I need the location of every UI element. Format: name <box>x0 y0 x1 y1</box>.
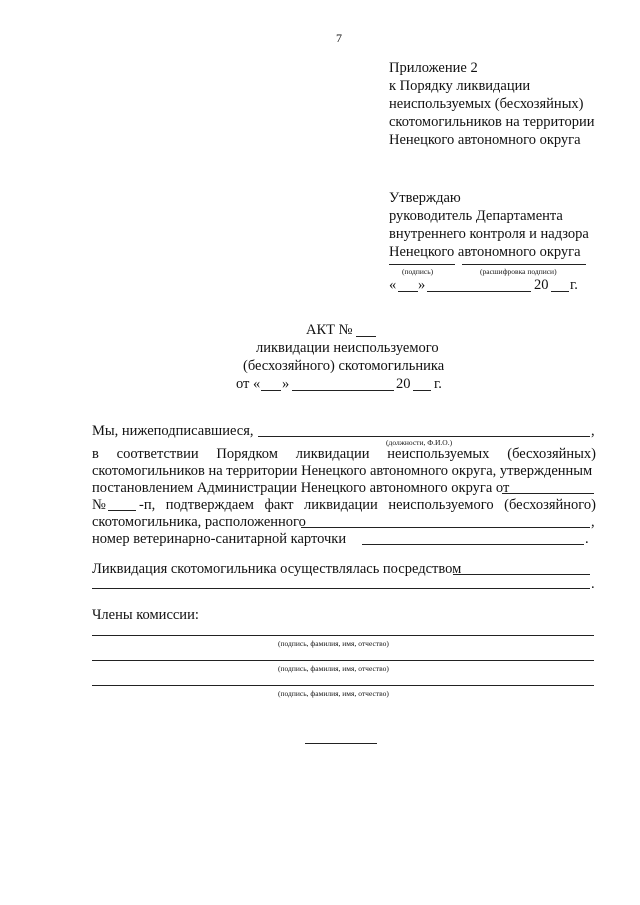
liquidation-blank-2 <box>92 588 590 589</box>
body-word: подтверждаем <box>165 497 254 513</box>
body-line-4 <box>139 497 596 514</box>
act-day-blank <box>261 390 281 391</box>
decode-line <box>462 264 586 265</box>
body-word: факт <box>264 497 294 513</box>
appendix-line-1: Приложение 2 <box>389 60 478 76</box>
location-blank <box>301 527 590 528</box>
approval-line-1: Утверждаю <box>389 190 461 206</box>
approval-day-blank <box>398 291 418 292</box>
body-word: неиспользуемого <box>388 497 494 513</box>
act-number-blank <box>356 336 376 337</box>
body-word: (бесхозяйного) <box>504 497 596 513</box>
resolution-number-blank <box>108 510 136 511</box>
body-word: в <box>92 446 99 462</box>
approval-year: 20 <box>534 277 549 293</box>
act-year-suffix: г. <box>434 376 442 392</box>
positions-blank <box>258 436 590 437</box>
member-line <box>92 660 594 661</box>
body-word: ликвидации <box>295 446 370 462</box>
body-line-1 <box>92 446 596 463</box>
approval-year-blank <box>551 291 569 292</box>
approval-line-2: руководитель Департамента <box>389 208 563 224</box>
card-number-dot: . <box>585 531 589 547</box>
body-line-6: номер ветеринарно-санитарной карточки <box>92 531 347 547</box>
approval-date-open: « <box>389 277 397 293</box>
body-word: -п, <box>139 497 156 513</box>
liquidation-label: Ликвидация скотомогильника осуществлялась посредством <box>92 561 462 577</box>
positions-caption: (должности, Ф.И.О.) <box>386 438 453 447</box>
body-word: Порядком <box>216 446 278 462</box>
decode-caption: (расшифровка подписи) <box>480 267 557 276</box>
body-line-3: постановлением Администрации Ненецкого автономного округа от <box>92 480 510 496</box>
positions-comma: , <box>591 423 595 439</box>
approval-line-3: внутреннего контроля и надзора <box>389 226 589 242</box>
appendix-line-2: к Порядку ликвидации <box>389 78 531 94</box>
appendix-line-5: Ненецкого автономного округа <box>389 132 581 148</box>
member-caption: (подпись, фамилия, имя, отчество) <box>278 664 389 673</box>
member-line <box>92 635 594 636</box>
act-month-blank <box>292 390 394 391</box>
approval-date-close: » <box>418 277 426 293</box>
member-caption: (подпись, фамилия, имя, отчество) <box>278 639 389 648</box>
resolution-date-blank <box>502 493 594 494</box>
liquidation-dot: . <box>591 576 595 592</box>
approval-month-blank <box>427 291 531 292</box>
appendix-line-4: скотомогильников на территории <box>389 114 595 130</box>
act-date-close: » <box>282 376 290 392</box>
liquidation-blank-1 <box>453 574 590 575</box>
member-line <box>92 685 594 686</box>
act-year-blank <box>413 390 431 391</box>
end-rule <box>305 743 377 744</box>
member-caption: (подпись, фамилия, имя, отчество) <box>278 689 389 698</box>
body-word: (бесхозяйных) <box>507 446 596 462</box>
commission-heading: Члены комиссии: <box>92 607 199 623</box>
signature-line <box>389 264 455 265</box>
location-comma: , <box>591 514 595 530</box>
act-year: 20 <box>396 376 411 392</box>
page-number: 7 <box>336 31 342 45</box>
act-date-prefix: от « <box>236 376 261 392</box>
act-title-line-3: (бесхозяйного) скотомогильника <box>243 358 445 374</box>
card-number-blank <box>362 544 584 545</box>
act-title-line-2: ликвидации неиспользуемого <box>256 340 439 356</box>
approval-line-4: Ненецкого автономного округа <box>389 244 581 260</box>
appendix-line-3: неиспользуемых (бесхозяйных) <box>389 96 584 112</box>
body-word: соответствии <box>116 446 199 462</box>
body-word: неиспользуемых <box>387 446 490 462</box>
resolution-number-label: № <box>92 497 106 513</box>
body-line-5: скотомогильника, расположенного <box>92 514 306 530</box>
body-line-2: скотомогильников на территории Ненецкого автономного округа, утвержденным <box>92 463 593 479</box>
signature-caption: (подпись) <box>402 267 434 276</box>
we-signed-label: Мы, нижеподписавшиеся, <box>92 423 254 439</box>
approval-year-suffix: г. <box>570 277 578 293</box>
body-word: ликвидации <box>304 497 378 513</box>
act-title-line-1: АКТ № <box>306 322 353 338</box>
